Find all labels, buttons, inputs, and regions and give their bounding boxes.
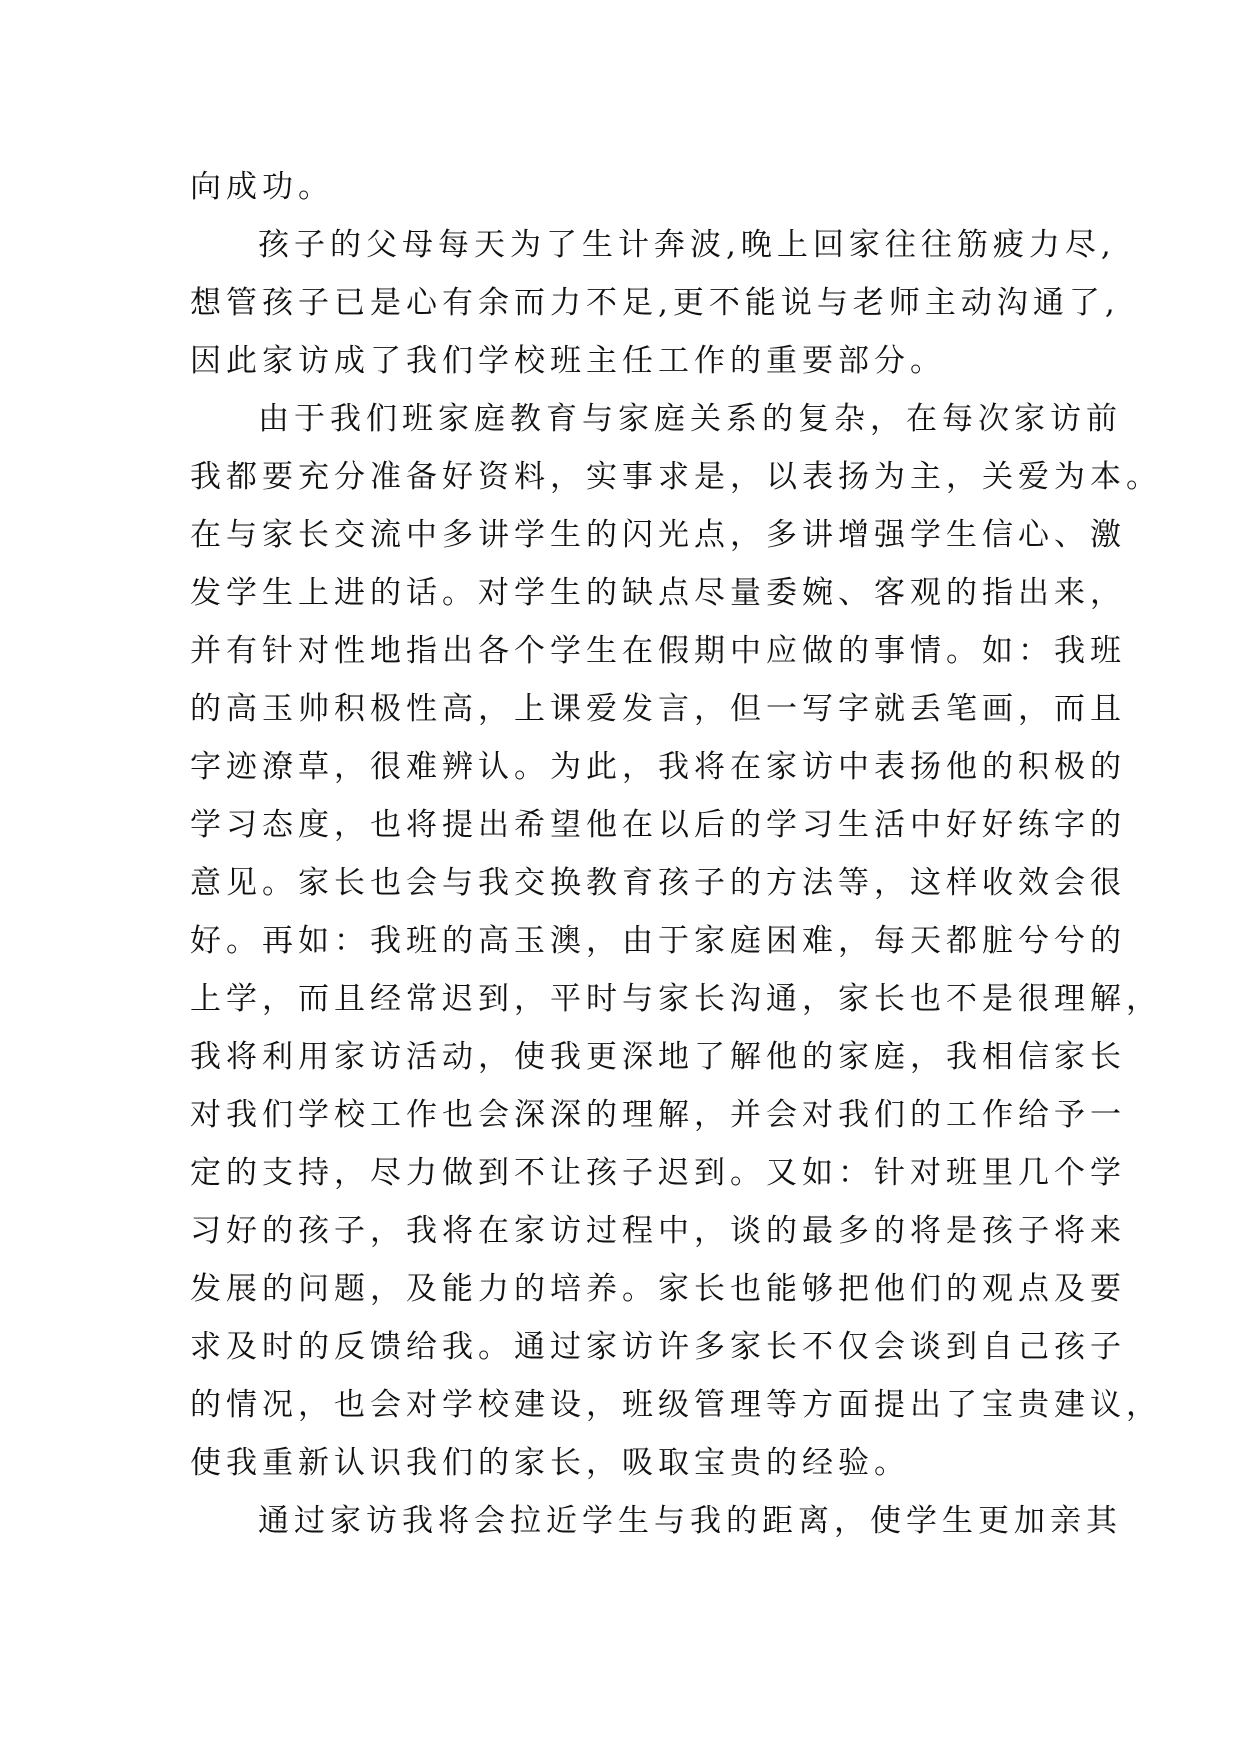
text-line: 使我重新认识我们的家长，吸取宝贵的经验。 (190, 1445, 910, 1481)
text-line: 定的支持，尽力做到不让孩子迟到。又如：针对班里几个学 (190, 1155, 1126, 1191)
text-line: 并有针对性地指出各个学生在假期中应做的事情。如：我班 (190, 633, 1126, 669)
text-line: 通过家访我将会拉近学生与我的距离，使学生更加亲其 (258, 1503, 1122, 1539)
text-line: 发学生上进的话。对学生的缺点尽量委婉、客观的指出来， (190, 575, 1126, 611)
text-line: 求及时的反馈给我。通过家访许多家长不仅会谈到自己孩子 (190, 1329, 1126, 1365)
body-text (190, 158, 1162, 1550)
text-line: 在与家长交流中多讲学生的闪光点，多讲增强学生信心、激 (190, 517, 1126, 553)
text-line: 我都要充分准备好资料，实事求是，以表扬为主，关爱为本。 (190, 459, 1162, 495)
text-line: 因此家访成了我们学校班主任工作的重要部分。 (190, 343, 946, 379)
text-line: 由于我们班家庭教育与家庭关系的复杂，在每次家访前 (258, 401, 1122, 437)
text-line: 意见。家长也会与我交换教育孩子的方法等，这样收效会很 (190, 865, 1126, 901)
text-line: 向成功。 (190, 169, 334, 205)
text-line: 孩子的父母每天为了生计奔波,晚上回家往往筋疲力尽, (258, 227, 1116, 263)
text-line: 好。再如：我班的高玉澳，由于家庭困难，每天都脏兮兮的 (190, 923, 1126, 959)
text-line: 的情况，也会对学校建设，班级管理等方面提出了宝贵建议， (190, 1387, 1162, 1423)
text-line: 上学，而且经常迟到，平时与家长沟通，家长也不是很理解， (190, 981, 1162, 1017)
text-line: 习好的孩子，我将在家访过程中，谈的最多的将是孩子将来 (190, 1213, 1126, 1249)
text-line: 对我们学校工作也会深深的理解，并会对我们的工作给予一 (190, 1097, 1126, 1133)
text-line: 想管孩子已是心有余而力不足,更不能说与老师主动沟通了, (190, 285, 1120, 321)
text-line: 我将利用家访活动，使我更深地了解他的家庭，我相信家长 (190, 1039, 1126, 1075)
text-line: 的高玉帅积极性高，上课爱发言，但一写字就丢笔画，而且 (190, 691, 1126, 727)
text-line: 学习态度，也将提出希望他在以后的学习生活中好好练字的 (190, 807, 1126, 843)
text-line: 字迹潦草，很难辨认。为此，我将在家访中表扬他的积极的 (190, 749, 1126, 785)
text-line: 发展的问题，及能力的培养。家长也能够把他们的观点及要 (190, 1271, 1126, 1307)
